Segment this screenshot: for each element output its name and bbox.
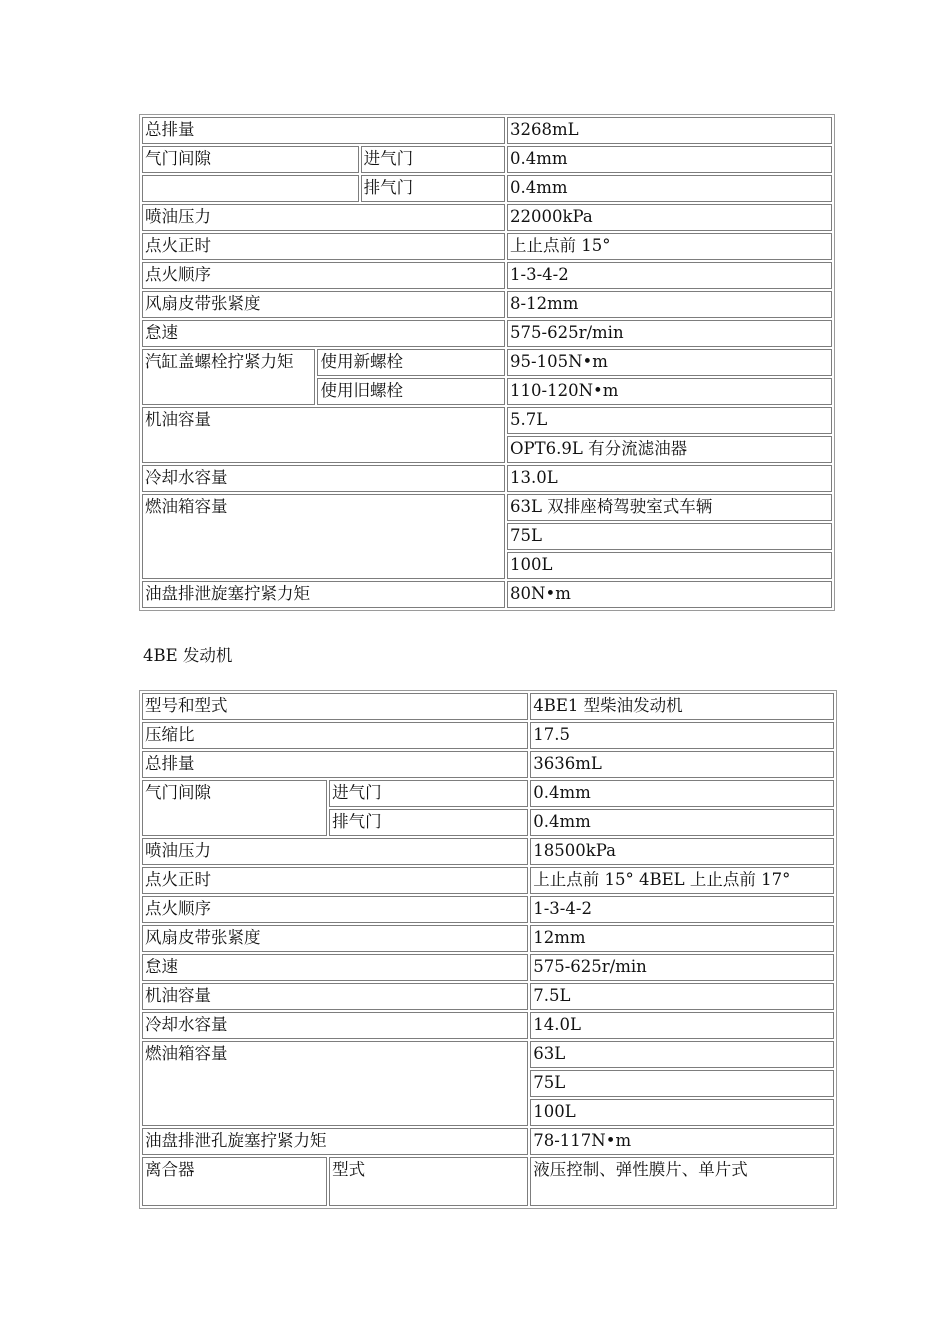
spec-value: 3268mL: [507, 117, 832, 144]
spec-label: 喷油压力: [142, 838, 528, 865]
spec-value: 100L: [530, 1099, 834, 1126]
spec-value: 63L: [530, 1041, 834, 1068]
table-row: [142, 1041, 834, 1068]
spec-value: 0.4mm: [530, 809, 834, 836]
table-row: [142, 983, 834, 1010]
spec-value: 0.4mm: [530, 780, 834, 807]
spec-value: OPT6.9L 有分流滤油器: [507, 436, 832, 463]
spec-value: 1-3-4-2: [507, 262, 832, 289]
spec-label: 机油容量: [142, 983, 528, 1010]
spec-value: 3636mL: [530, 751, 834, 778]
spec-value: 4BE1 型柴油发动机: [530, 693, 834, 720]
table-row: [142, 465, 832, 492]
table-row: [142, 494, 832, 521]
spec-label: 怠速: [142, 320, 505, 347]
table-row: [142, 175, 832, 202]
table-row: [142, 954, 834, 981]
spec-value: 95-105N•m: [507, 349, 832, 376]
spec-value: 110-120N•m: [507, 378, 832, 405]
spec-label: 点火正时: [142, 867, 528, 894]
spec-value: 5.7L: [507, 407, 832, 434]
table-row: [142, 838, 834, 865]
spec-value: 7.5L: [530, 983, 834, 1010]
table-row: [142, 867, 834, 894]
spec-label: 燃油箱容量: [142, 494, 505, 579]
spec-sublabel: 排气门: [329, 809, 528, 836]
spec-label: 风扇皮带张紧度: [142, 291, 505, 318]
table-row: [142, 291, 832, 318]
spec-label: 气门间隙: [142, 780, 327, 836]
spec-value: 12mm: [530, 925, 834, 952]
section-caption: 4BE 发动机: [143, 646, 233, 665]
table-row: [142, 204, 832, 231]
spec-value: 0.4mm: [507, 175, 832, 202]
table-row: [142, 925, 834, 952]
spec-value: 18500kPa: [530, 838, 834, 865]
spec-label: 燃油箱容量: [142, 1041, 528, 1126]
spec-value: 575-625r/min: [507, 320, 832, 347]
spec-label: 冷却水容量: [142, 1012, 528, 1039]
spec-label: 总排量: [142, 751, 528, 778]
spec-value: 575-625r/min: [530, 954, 834, 981]
spec-label: 冷却水容量: [142, 465, 505, 492]
table-row: [142, 407, 832, 434]
spec-label: 总排量: [142, 117, 505, 144]
spec-label: 喷油压力: [142, 204, 505, 231]
table-row: [142, 693, 834, 720]
spec-sublabel: 进气门: [361, 146, 505, 173]
spec-value: 17.5: [530, 722, 834, 749]
spec-sublabel: 使用旧螺栓: [317, 378, 505, 405]
spec-label: 点火顺序: [142, 262, 505, 289]
table-row: [142, 751, 834, 778]
spec-value: 13.0L: [507, 465, 832, 492]
spec-sublabel: 使用新螺栓: [317, 349, 505, 376]
spec-value: 78-117N•m: [530, 1128, 834, 1155]
table-row: [142, 722, 834, 749]
spec-label: 油盘排泄孔旋塞拧紧力矩: [142, 1128, 528, 1155]
spec-value: 上止点前 15° 4BEL 上止点前 17°: [530, 867, 834, 894]
spec-value: 1-3-4-2: [530, 896, 834, 923]
table-row: [142, 233, 832, 260]
spec-value: 上止点前 15°: [507, 233, 832, 260]
spec-label: 风扇皮带张紧度: [142, 925, 528, 952]
spec-value: 0.4mm: [507, 146, 832, 173]
table-row: [142, 1012, 834, 1039]
spec-label: 型号和型式: [142, 693, 528, 720]
spec-value: 75L: [530, 1070, 834, 1097]
table-row: [142, 262, 832, 289]
spec-label: 点火正时: [142, 233, 505, 260]
engine-spec-table-1: [139, 114, 835, 611]
spec-label: 点火顺序: [142, 896, 528, 923]
table-row: [142, 1157, 834, 1206]
spec-value: 液压控制、弹性膜片、单片式: [530, 1157, 834, 1206]
spec-label: 机油容量: [142, 407, 505, 463]
spec-sublabel: 进气门: [329, 780, 528, 807]
spec-value: 63L 双排座椅驾驶室式车辆: [507, 494, 832, 521]
table-row: [142, 1128, 834, 1155]
table-row: [142, 780, 834, 807]
empty-cell: [142, 175, 359, 202]
spec-label: 离合器: [142, 1157, 327, 1206]
spec-label: 油盘排泄旋塞拧紧力矩: [142, 581, 505, 608]
table-row: [142, 896, 834, 923]
table-row: [142, 581, 832, 608]
table-row: [142, 320, 832, 347]
spec-label: 汽缸盖螺栓拧紧力矩: [142, 349, 315, 405]
table-row: [142, 117, 832, 144]
engine-spec-table-2: [139, 690, 837, 1209]
spec-label: 怠速: [142, 954, 528, 981]
spec-value: 8-12mm: [507, 291, 832, 318]
spec-value: 14.0L: [530, 1012, 834, 1039]
spec-sublabel: 型式: [329, 1157, 528, 1206]
spec-label: 气门间隙: [142, 146, 359, 173]
spec-value: 22000kPa: [507, 204, 832, 231]
spec-value: 75L: [507, 523, 832, 550]
table-row: [142, 146, 832, 173]
table-row: [142, 349, 832, 376]
spec-value: 80N•m: [507, 581, 832, 608]
spec-sublabel: 排气门: [361, 175, 505, 202]
spec-label: 压缩比: [142, 722, 528, 749]
spec-value: 100L: [507, 552, 832, 579]
